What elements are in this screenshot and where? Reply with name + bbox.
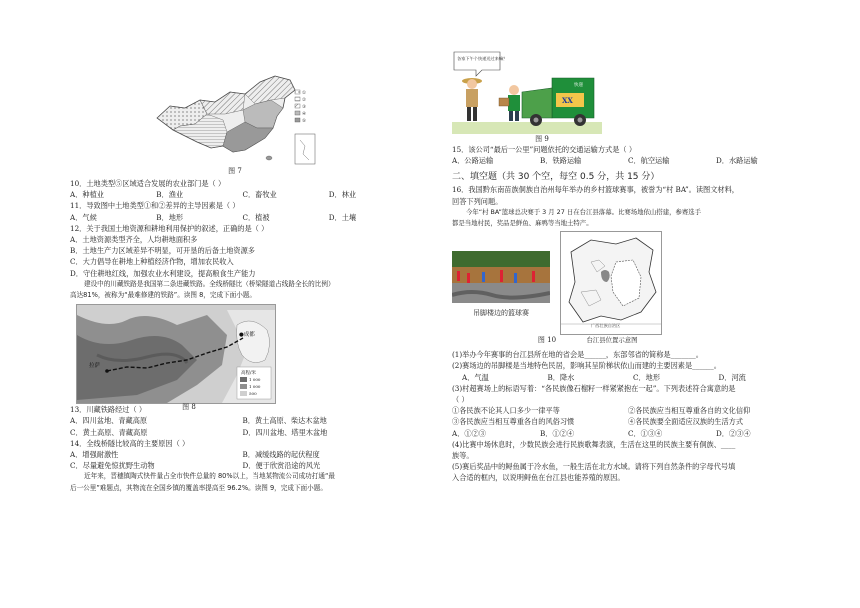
passage-8-line2: 高达81%，被称为“最难修建的铁路”。读图 8，完成下面小题。 bbox=[70, 291, 257, 300]
q16-material-line2: 都是当地村民，奖品是鲜鱼、麻鸭等当地土特产。 bbox=[452, 219, 593, 228]
option[interactable]: A．增强耐激性 bbox=[70, 450, 119, 460]
option[interactable]: D．便于欣赏沿途的风光 bbox=[242, 461, 321, 471]
map-caption: 台江县位置示意图 bbox=[586, 336, 638, 345]
legend-label: ④ bbox=[302, 112, 307, 117]
taijiang-location-map bbox=[560, 231, 662, 335]
figure-9 bbox=[452, 48, 602, 134]
legend-value: 1 000 bbox=[249, 384, 261, 390]
option[interactable]: C．航空运输 bbox=[628, 156, 670, 166]
option[interactable]: A．土地资源类型齐全，人均耕地面积多 bbox=[70, 235, 198, 245]
figure-7-legend bbox=[295, 90, 300, 122]
q16-sub3-items-row1 bbox=[452, 405, 804, 416]
passage-8-line1: 建设中的川藏铁路是我国第二条进藏铁路。全线桥隧比（桥梁隧道占线路全长的比例） bbox=[84, 279, 335, 288]
q16-sub4b: 族等。 bbox=[452, 451, 474, 461]
right-column bbox=[452, 48, 804, 484]
figure-8 bbox=[76, 304, 276, 404]
map-note: 广西壮族自治区 bbox=[591, 323, 621, 329]
option[interactable]: B．降水 bbox=[547, 372, 575, 382]
figure-7-caption: 图 7 bbox=[228, 167, 242, 175]
legend-label: ⑤ bbox=[302, 119, 307, 124]
option[interactable]: A．四川盆地、青藏高原 bbox=[70, 416, 148, 426]
city-lhasa: 拉萨 bbox=[89, 363, 101, 370]
option[interactable]: D．土壤 bbox=[328, 212, 357, 222]
figure-9-caption: 图 9 bbox=[535, 135, 549, 143]
q16-sub1: (1)举办今年赛事的台江县所在地的省会是______，东部邻省的简称是_______。 bbox=[452, 350, 703, 360]
q16-sub3-items-row2 bbox=[452, 416, 804, 427]
q16-intro-line2: 回答下列问题。 bbox=[452, 196, 503, 206]
q16-sub3: (3)村超赛场上的标语写着：“各民族像石榴籽一样紧紧抱在一起”。下列表述符合寓意的是 bbox=[452, 383, 736, 393]
option[interactable]: D．林业 bbox=[328, 190, 357, 200]
option[interactable]: A．气温 bbox=[462, 372, 489, 382]
sichuan-tibet-relief-map bbox=[77, 305, 275, 403]
option[interactable]: C．畜牧业 bbox=[242, 190, 277, 200]
option[interactable]: B．铁路运输 bbox=[540, 156, 582, 166]
option[interactable]: D．水路运输 bbox=[716, 156, 758, 166]
q14-stem: 14．全线桥隧比较高的主要原因（ ） bbox=[70, 438, 190, 448]
q16-sub3-paren: （ ） bbox=[452, 395, 469, 405]
option[interactable]: C．地形 bbox=[633, 372, 661, 382]
left-column bbox=[70, 70, 415, 494]
guizhou-map bbox=[561, 232, 661, 334]
section-2-title: 二、填空题（共 30 个空，每空 0.5 分，共 15 分） bbox=[452, 172, 660, 183]
legend-label: ③ bbox=[302, 105, 307, 110]
option[interactable]: C．黄土高原、青藏高原 bbox=[70, 427, 148, 437]
statement: ③各民族应当相互尊重各自的风俗习惯 bbox=[452, 417, 575, 427]
option[interactable]: C．大力倡导在耕地上种植经济作物，增加农民收入 bbox=[70, 257, 234, 267]
passage-9-line1: 近年来，晋穗镇陶式快件量占全市快件总量的 80%以上，当地某物流公司成功打通“最 bbox=[84, 472, 335, 481]
option[interactable]: C．尽量避免惊扰野生动物 bbox=[70, 461, 155, 471]
q10-stem: 10．土地类型⑤区域适合发展的农业部门是（ ） bbox=[70, 179, 226, 188]
courier-cartoon bbox=[452, 48, 602, 134]
q11-stem: 11．导致图中土地类型①和②差异的主导因素是（ ） bbox=[70, 201, 240, 211]
option[interactable]: D．四川盆地、塔里木盆地 bbox=[242, 427, 328, 437]
q16-sub4a: (4)比赛中场休息时，少数民族会进行民族歌舞表演，生活在这里的民族主要有侗族、____ bbox=[452, 439, 736, 449]
basketball-photo bbox=[452, 251, 550, 303]
q15-options bbox=[452, 155, 804, 166]
option[interactable]: D．守住耕地红线，加强农业水利建设，提高粮食生产能力 bbox=[70, 268, 256, 278]
q15-stem: 15．该公司“最后一公里”问题依托的交通运输方式是（ ） bbox=[452, 145, 637, 154]
option[interactable]: B．黄土高原、柴达木盆地 bbox=[242, 416, 327, 426]
figure-8-caption: 图 8 bbox=[182, 403, 196, 412]
figure-10 bbox=[452, 231, 804, 343]
option[interactable]: A．种植业 bbox=[70, 190, 104, 200]
q16-sub5a: (5)赛后奖品中的鲟鱼属于冷水鱼，一般生活在北方水域。请将下列自然条件的字母代号填 bbox=[452, 462, 736, 472]
legend-label: ① bbox=[302, 91, 307, 96]
q13-options-row2 bbox=[70, 427, 415, 438]
q14-options-row2 bbox=[70, 460, 415, 471]
q13-stem: 13．川藏铁路经过（ ） bbox=[70, 405, 147, 415]
option[interactable]: A．①②③ bbox=[452, 428, 486, 438]
photo-caption: 吊脚楼边的篮球赛 bbox=[473, 309, 529, 318]
option[interactable]: D．河流 bbox=[718, 372, 746, 382]
legend-title: 高程/米 bbox=[241, 371, 257, 377]
legend-label: ② bbox=[302, 98, 307, 103]
truck-mark: XX bbox=[562, 96, 573, 105]
option[interactable]: A．公路运输 bbox=[452, 156, 494, 166]
china-land-type-map bbox=[145, 70, 345, 170]
option[interactable]: B．减缓线路的起伏程度 bbox=[242, 450, 320, 460]
option[interactable]: B．地形 bbox=[156, 212, 184, 222]
statement: ④各民族要全面适应汉族的生活方式 bbox=[628, 417, 744, 427]
statement: ②各民族应当相互尊重各自的文化信仰 bbox=[628, 406, 751, 416]
option[interactable]: B．土地生产力区域差异不明显，可开垦的后备土地资源多 bbox=[70, 246, 255, 256]
legend-value: 1 000 bbox=[249, 377, 261, 383]
q10-options bbox=[70, 189, 415, 200]
option[interactable]: B．①②④ bbox=[540, 428, 575, 438]
option[interactable]: B．渔业 bbox=[156, 190, 184, 200]
statement: ①各民族不论其人口多少一律平等 bbox=[452, 406, 560, 416]
figure-10-caption: 图 10 bbox=[537, 336, 557, 345]
option[interactable]: A．气候 bbox=[70, 212, 97, 222]
q12-stem: 12．关于我国土地资源和耕地利用保护的叙述，正确的是（ ） bbox=[70, 223, 269, 233]
passage-9-line2: 后一公里”难题点，其物流在全国乡镇的覆盖率提高至 96.2%。读图 9，完成下面小题。 bbox=[70, 483, 327, 492]
photo-image bbox=[452, 251, 550, 303]
truck-label: 快递 bbox=[574, 83, 583, 88]
q16-sub5b: 入合适的框内，以说明鲟鱼在台江县也能养殖的原因。 bbox=[452, 473, 625, 483]
q16-material-line1: 今年“村 BA”篮球总决赛于 3 月 27 日在台江县落幕。比赛场地依山搭建，参赛选手 bbox=[466, 207, 702, 216]
q16-intro-line1: 16．我国黔东南苗族侗族自治州每年举办的乡村篮球赛事，被誉为“村 BA”。读图文材料， bbox=[452, 185, 739, 195]
q16-sub3-options bbox=[452, 428, 804, 439]
figure-7 bbox=[145, 70, 345, 170]
legend-value: 500 bbox=[249, 391, 257, 397]
q13-options-row1 bbox=[70, 415, 415, 426]
option[interactable]: C．植被 bbox=[242, 212, 270, 222]
option[interactable]: D．②③④ bbox=[716, 428, 751, 438]
city-chengdu: ●成都 bbox=[239, 332, 255, 339]
speech-text: 各家下午个快递送过来嘛？ bbox=[457, 56, 508, 61]
q11-options bbox=[70, 212, 415, 223]
q14-options-row1 bbox=[70, 449, 415, 460]
q16-sub2-options bbox=[452, 372, 804, 383]
q16-sub2: (2)赛场边的吊脚楼是当地特色民居，影响其呈阶梯状依山而建的主要因素是______。 bbox=[452, 361, 721, 371]
option[interactable]: C．①③④ bbox=[628, 428, 663, 438]
